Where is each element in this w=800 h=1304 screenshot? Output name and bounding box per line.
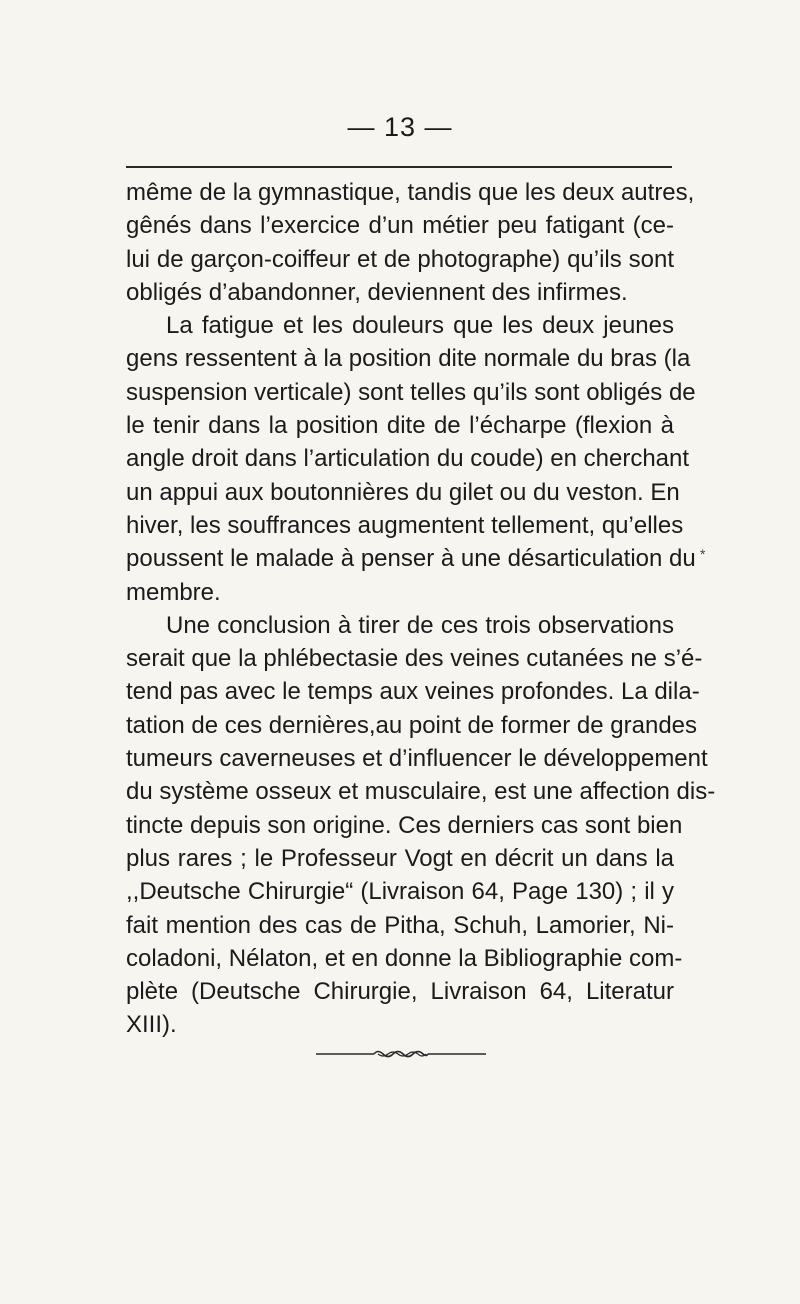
- text-line: fait mention des cas de Pitha, Schuh, Lamorier, Ni-: [126, 911, 674, 939]
- text-line: même de la gymnastique, tandis que les deux autres,: [126, 179, 695, 206]
- text-line: poussent le malade à penser à une désarticulation du: [126, 545, 696, 573]
- text-line: ,,Deutsche Chirurgie“ (Livraison 64, Page 130) ; il y: [126, 878, 674, 906]
- paragraph-3: [126, 609, 716, 1042]
- text-line: serait que la phlébectasie des veines cutanées ne s’é-: [126, 645, 703, 673]
- header-rule: [126, 166, 672, 168]
- text-line: gens ressentent à la position dite normale du bras (la: [126, 345, 691, 373]
- text-line: tumeurs caverneuses et d’influencer le développement: [126, 745, 708, 773]
- text-line: XIII).: [126, 1011, 177, 1039]
- decorative-tailpiece-icon: [316, 1048, 486, 1060]
- text-line: du système osseux et musculaire, est une affection dis-: [126, 778, 716, 806]
- text-line: plus rares ; le Professeur Vogt en décrit un dans la: [126, 844, 674, 872]
- text-line: angle droit dans l’articulation du coude) en cherchant: [126, 445, 690, 473]
- paragraph-1: [126, 176, 695, 309]
- text-line: suspension verticale) sont telles qu’ils sont obligés de: [126, 378, 696, 406]
- page-number: — 13 —: [347, 112, 453, 142]
- stray-asterisk-mark: *: [700, 546, 706, 562]
- text-line: lui de garçon-coiffeur et de photographe) qu’ils sont: [126, 245, 674, 273]
- text-line: membre.: [126, 578, 221, 606]
- text-line: un appui aux boutonnières du gilet ou du veston. En: [126, 478, 680, 506]
- text-line: gênés dans l’exercice d’un métier peu fatigant (ce-: [126, 212, 674, 240]
- paragraph-2: [126, 309, 696, 609]
- text-line: tincte depuis son origine. Ces derniers cas sont bien: [126, 811, 683, 839]
- text-line: plète (Deutsche Chirurgie, Livraison 64, Literatur: [126, 978, 674, 1006]
- text-line: La fatigue et les douleurs que les deux jeunes: [166, 312, 674, 340]
- text-line: hiver, les souffrances augmentent tellement, qu’elles: [126, 511, 684, 539]
- text-line: le tenir dans la position dite de l’écharpe (flexion à: [126, 412, 674, 440]
- text-line: Une conclusion à tirer de ces trois observations: [166, 611, 674, 639]
- text-line: coladoni, Nélaton, et en donne la Bibliographie com-: [126, 944, 683, 972]
- text-line: tation de ces dernières,au point de former de grandes: [126, 711, 698, 739]
- text-line: tend pas avec le temps aux veines profondes. La dila-: [126, 678, 700, 706]
- text-line: obligés d’abandonner, deviennent des infirmes.: [126, 278, 628, 306]
- body-text: [126, 176, 716, 1042]
